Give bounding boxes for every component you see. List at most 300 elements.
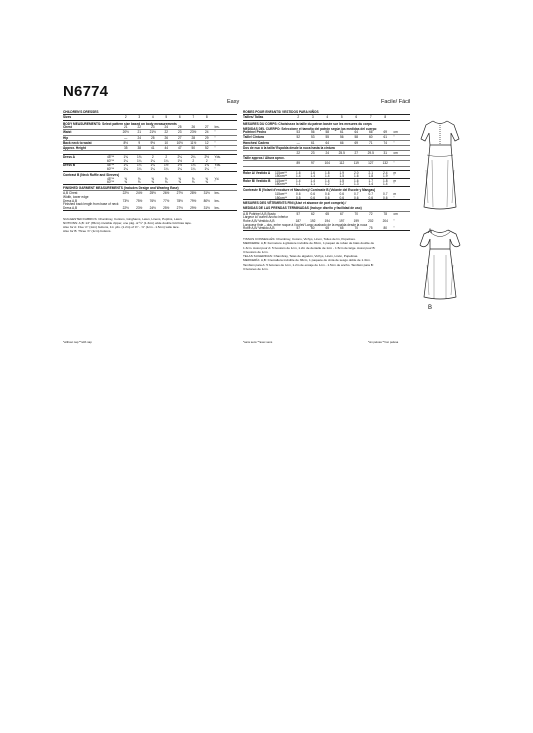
table-cell: 60 (368, 135, 373, 140)
table-cell: 192 (310, 218, 316, 223)
table-cell: ⅝ (205, 180, 209, 185)
row-unit: " (214, 146, 216, 151)
table-cell: 0.6 (310, 191, 315, 196)
chart-title: ROBES POUR ENFANTS/ VESTIDOS PARA NIÑOS (243, 110, 319, 114)
row-label: Dress A,B (63, 198, 78, 203)
table-cell: 26 (191, 125, 196, 130)
table-cell: 2¼ (191, 155, 196, 160)
table-cell: 1.4 (325, 178, 330, 183)
table-cell: 1¾ (204, 163, 209, 168)
table-cell: 1.6 (354, 174, 359, 179)
finished-heading-2: MEDIDAS DE LAS PRENDAS TERMINADAS (Incluye diseño y facilidad de uso) (243, 206, 362, 211)
table-cell: 72 (368, 211, 373, 216)
table-cell: 6 (355, 115, 358, 120)
table-cell: 24 (164, 125, 169, 130)
table-cell: 1¼ (123, 167, 128, 172)
table-cell: 9 (138, 140, 141, 145)
table-cell: 22½ (122, 191, 129, 196)
table-cell: 64 (325, 140, 330, 145)
table-row (63, 131, 237, 135)
table-cell: 1¼ (164, 158, 169, 163)
note-line: Also for B: Three ⅝" (1cm) buttons. (63, 229, 112, 234)
chart-title: CHILDREN'S DRESSES (63, 110, 99, 114)
table-row (243, 136, 410, 140)
table-cell: 25½ (163, 205, 170, 210)
table-cell: 58 (354, 135, 359, 140)
table-cell: 2.1 (368, 170, 373, 175)
table-row (63, 115, 237, 120)
row-mark: 60"** (107, 180, 115, 185)
row-unit: " (393, 218, 395, 223)
table-cell: 24 (137, 135, 142, 140)
table-cell: 1.4 (325, 174, 330, 179)
table-cell: 56 (339, 135, 344, 140)
table-cell: 11½ (190, 140, 197, 145)
table-cell: 0.6 (354, 195, 359, 200)
table-cell: ⅝ (191, 180, 195, 185)
row-label: Longueur finie – dos, entre noque à l'ourlet/ Largo acabado de la espalda desde la nuca (243, 222, 368, 227)
row-unit: " (214, 167, 216, 172)
table-cell: 2 (297, 115, 300, 120)
table-cell: 0.6 (325, 191, 330, 196)
table-cell: 23 (310, 151, 315, 156)
table-cell: 1½ (177, 158, 182, 163)
table-cell: 1¼ (150, 158, 155, 163)
row-unit: " (393, 140, 395, 145)
table-cell: 24½ (149, 205, 156, 210)
table-cell: 65 (325, 226, 330, 231)
table-row (243, 115, 410, 120)
row-unit: Ins. (214, 191, 220, 196)
table-cell: 2.0 (354, 170, 359, 175)
row-mark: 45"** (107, 155, 115, 160)
row-label: Finished back length from base of neck (63, 202, 119, 207)
row-label: A,B Chest (63, 191, 78, 196)
table-row (243, 141, 410, 145)
table-cell: 3 (138, 115, 141, 120)
table-cell: 22 (164, 130, 169, 135)
table-cell: 4 (151, 115, 154, 120)
table-cell: 55 (325, 135, 330, 140)
table-cell: 0.7 (368, 191, 373, 196)
table-cell: 75 (368, 226, 373, 231)
rule (243, 120, 410, 121)
table-cell: 77½ (163, 198, 170, 203)
row-label: Taille approx./ Altura aprox. (243, 156, 285, 161)
table-cell: 12 (204, 140, 209, 145)
table-cell: 27 (354, 151, 359, 156)
table-cell: 66 (339, 140, 344, 145)
pattern-code: N6774 (63, 83, 109, 100)
table-cell: 0.6 (339, 195, 344, 200)
table-cell: 8½ (123, 140, 128, 145)
table-cell: 2 (192, 158, 195, 163)
row-label: Dress A,B (63, 205, 78, 210)
table-cell: 204 (382, 218, 388, 223)
table-cell: 27 (204, 125, 209, 130)
table-cell: 7 (369, 115, 372, 120)
table-cell: 1.3 (354, 182, 359, 187)
table-cell: 80½ (203, 198, 210, 203)
notes-block (63, 217, 237, 234)
table-cell: 35 (123, 146, 128, 151)
view-a-label: A (428, 229, 433, 235)
table-cell: 53 (310, 135, 315, 140)
table-row (63, 206, 237, 210)
difficulty-en: Easy (227, 99, 240, 105)
table-cell: 0.5 (296, 195, 301, 200)
table-cell: 119 (353, 161, 359, 166)
footnote-en: *without nap **with nap (63, 340, 92, 344)
row-label: Robe A,B/ Vestido A,B (243, 226, 275, 231)
table-cell: 44 (164, 146, 169, 151)
table-cell: ⅝ (164, 180, 168, 185)
row-unit: m (393, 170, 397, 175)
table-cell: 52 (204, 146, 209, 151)
table-cell: 1.5 (339, 178, 344, 183)
table-cell: 74 (383, 140, 388, 145)
table-cell: 25 (150, 135, 155, 140)
table-cell: 1.1 (296, 182, 301, 187)
table-row (63, 146, 237, 150)
table-cell: 23½ (136, 205, 143, 210)
row-unit: Ins. (214, 205, 220, 210)
table-cell: 194 (324, 218, 330, 223)
table-cell: 64 (354, 130, 359, 135)
table-cell: 199 (353, 218, 359, 223)
row-unit: Ins. (214, 125, 220, 130)
table-cell: 52 (296, 135, 301, 140)
table-cell: 41 (150, 146, 155, 151)
contrast-heading: Contrast B (Neck Ruffle and Sleeves) (63, 172, 120, 177)
table-cell: 31 (383, 151, 388, 156)
row-mark: 60"** (107, 167, 115, 172)
table-cell: 1¼ (191, 167, 196, 172)
table-cell: 197 (339, 218, 345, 223)
footnote-fr: *sans sens **avec sens (243, 340, 273, 344)
table-cell: 0.6 (368, 195, 373, 200)
table-cell: 62 (310, 211, 315, 216)
table-cell: 3 (311, 115, 314, 120)
french-spanish-measurement-chart (243, 109, 410, 271)
row-unit: " (393, 226, 395, 231)
row-unit: " (393, 182, 395, 187)
row-mark: 60"** (107, 158, 115, 163)
table-cell: 1.4 (296, 174, 301, 179)
table-cell: 2 (165, 155, 168, 160)
table-cell: 202 (368, 218, 374, 223)
table-cell: 1¼ (137, 163, 142, 168)
row-unit: Yds. (214, 163, 221, 168)
table-cell: 66 (368, 130, 373, 135)
table-cell: ⅝ (124, 180, 128, 185)
finished-heading-1: MESURES DES VÊTEMENTS FINI (Aisé et aisance de port compris) / (243, 201, 347, 206)
row-unit: " (214, 158, 216, 163)
row-unit: m (393, 178, 397, 183)
row-label: Sizes (63, 115, 72, 120)
table-cell: 1.6 (296, 170, 301, 175)
table-cell: 0.6 (310, 195, 315, 200)
row-mark: 115cm** (275, 178, 287, 183)
table-cell: 78½ (176, 198, 183, 203)
table-cell: 1.6 (354, 178, 359, 183)
table-cell: 25 (177, 125, 182, 130)
row-label: Hip (63, 135, 69, 140)
row-mark: 115cm** (275, 191, 287, 196)
table-cell: 10 (164, 140, 169, 145)
notes-block (243, 237, 410, 271)
table-cell: 26½ (163, 191, 170, 196)
row-label: Dress A (63, 155, 75, 160)
table-cell: 4 (326, 115, 329, 120)
row-label: Largeur à l'ourlet/ Ancho inferior (243, 215, 289, 220)
table-cell: 31½ (203, 191, 210, 196)
table-cell: 21 (137, 130, 142, 135)
row-label: Taille/ Cintura (243, 135, 264, 140)
table-cell: 27½ (176, 205, 183, 210)
table-cell: 2½ (204, 155, 209, 160)
table-cell: 1½ (177, 163, 182, 168)
table-cell: 1¼ (123, 163, 128, 168)
table-cell: 24½ (136, 191, 143, 196)
table-row (63, 136, 237, 140)
table-cell: 1.8 (368, 174, 373, 179)
table-cell: — (124, 135, 128, 140)
table-cell: 2¼ (177, 155, 182, 160)
table-cell: 47 (177, 146, 182, 151)
table-row (63, 126, 237, 130)
table-cell: 23½ (190, 130, 197, 135)
note-line: TELAS SUGERIDAS: Chambray, Telas de algodón, Vichys, Linón, Linón, Popelinas. (243, 254, 359, 259)
row-unit: cm (393, 130, 398, 135)
row-mark: 150cm** (275, 182, 288, 187)
table-cell: 10½ (176, 140, 183, 145)
table-cell: 0.6 (339, 191, 344, 196)
row-label: Robe B/ Vestido B (243, 178, 271, 183)
row-unit: " (214, 180, 216, 185)
note-line: 3 botones de 1cm. (243, 267, 269, 272)
table-cell: 1.7 (368, 178, 373, 183)
note-line: Also for A: Five ⅝" (1cm) buttons, 1¾ yds. (1.2m) of ⅜" - ⅝" (1cm - 1.5cm) wide lace. (63, 225, 180, 230)
table-cell: 57 (296, 211, 301, 216)
table-cell: 29 (204, 135, 209, 140)
table-cell: 58 (325, 130, 330, 135)
row-label: Chest (63, 125, 72, 130)
table-cell: 2 (151, 155, 154, 160)
table-cell: 1¾ (137, 155, 142, 160)
row-mark: 150cm** (275, 195, 288, 200)
table-cell: 22 (296, 151, 301, 156)
table-cell: 79½ (190, 198, 197, 203)
row-unit: " (214, 140, 216, 145)
table-cell: 73½ (122, 198, 129, 203)
row-label: Width, lower edge (63, 194, 89, 199)
table-cell: 0.6 (296, 191, 301, 196)
table-cell: 0.7 (383, 191, 388, 196)
table-cell: 187 (295, 218, 301, 223)
table-row (63, 141, 237, 145)
table-cell: 27½ (176, 191, 183, 196)
table-cell: 1¼ (204, 167, 209, 172)
row-label: Waist (63, 130, 72, 135)
table-cell: 61 (383, 135, 388, 140)
table-cell: ⅝ (178, 180, 182, 185)
table-cell: 61 (339, 130, 344, 135)
note-line: 1.3cm. Aussi pour A: 5 boutons de 1cm, 1.2m de dentelle de 1cm - 1.5cm de large. Aussi pour B: (243, 245, 376, 250)
table-cell: 22½ (122, 205, 129, 210)
table-cell: 20½ (122, 130, 129, 135)
table-cell: 57 (296, 226, 301, 231)
table-cell: ⅝ (124, 176, 128, 181)
table-cell: 67 (339, 211, 344, 216)
table-cell: 28 (191, 135, 196, 140)
table-cell: 78 (383, 211, 388, 216)
rule (63, 120, 237, 121)
table-cell: 23 (177, 130, 182, 135)
table-cell: 1½ (164, 163, 169, 168)
english-measurement-chart (63, 109, 237, 234)
note-line: MERCERÍA: A,B: Cremallera invisible de 36cm, 1 paquete de cinta de sesgo doble de 1.3cm. (243, 258, 371, 263)
row-unit: cm (393, 151, 398, 156)
table-cell: 5 (340, 115, 343, 120)
table-cell: 8 (384, 115, 387, 120)
view-a-drawing (418, 115, 462, 225)
table-cell: 29.5 (367, 151, 374, 156)
table-cell: ⅝ (205, 176, 209, 181)
row-label: Robe A/ Vestido A (243, 170, 271, 175)
row-unit: Yd. (214, 176, 220, 181)
table-cell: 24 (204, 130, 209, 135)
note-line: TISSUS CONSEILLÉS: Chambray, Cotons, Vichys, Linon, Toiles de lin, Popelines. (243, 236, 356, 241)
table-cell: 53 (296, 130, 301, 135)
table-cell: 112 (339, 161, 345, 166)
row-label: Approx. Height (63, 146, 86, 151)
table-cell: 1¼ (123, 158, 128, 163)
table-row (243, 226, 410, 230)
table-cell: 69 (354, 140, 359, 145)
table-cell: 56 (310, 130, 315, 135)
table-cell: 1.2 (325, 182, 330, 187)
note-line: También para A: 5 botones de 1cm, 1.2m de encaje de 1cm - 1.5cm de ancho. También para B: (243, 262, 374, 267)
table-cell: 31½ (203, 205, 210, 210)
table-cell: 80 (383, 226, 388, 231)
finished-heading: FINISHED GARMENT MEASUREMENTS (Includes Design and Wearing Ease) (63, 186, 179, 190)
table-cell: ⅝ (151, 180, 155, 185)
table-cell: 70 (354, 211, 359, 216)
table-cell: 6 (178, 115, 181, 120)
difficulty-fr: Facile/ Fácil (381, 99, 411, 105)
table-cell: 1.6 (310, 170, 315, 175)
table-cell: 23 (150, 125, 155, 130)
row-label: Dos de nuc à la taille/ Espalda desde la nuca hasta la cintura (243, 145, 335, 150)
row-unit: Ins. (214, 198, 220, 203)
row-mark: 115cm** (275, 170, 287, 175)
table-cell: 5 (165, 115, 168, 120)
row-unit: " (393, 195, 395, 200)
footnote-es: *sin pelusa **con pelusa (368, 340, 399, 344)
row-unit: m (393, 191, 397, 196)
table-cell: 2 (205, 158, 208, 163)
table-cell: 127 (368, 161, 374, 166)
table-cell: 0.6 (325, 195, 330, 200)
table-cell: 1¼ (177, 167, 182, 172)
table-cell: 26 (164, 135, 169, 140)
table-cell: — (296, 140, 300, 145)
table-cell: 1¼ (137, 158, 142, 163)
table-cell: 27 (177, 135, 182, 140)
table-cell: 1¾ (123, 155, 128, 160)
note-line: NOTIONS: A,B: 14" (35cm) invisible zipper, one pkg. of ½" (1.3cm) wide double fold bias tape. (63, 220, 192, 225)
table-cell: 1.2 (339, 182, 344, 187)
note-line: SUGGESTED FABRICS: Chambray, Cottons, Ginghams, Lawn, Linens, Poplins, Lawn. (63, 216, 183, 221)
table-cell: 50 (191, 146, 196, 151)
table-cell: ⅝ (191, 176, 195, 181)
table-cell: 9½ (150, 140, 155, 145)
table-cell: 29½ (190, 205, 197, 210)
row-unit: " (393, 161, 395, 166)
row-unit: " (393, 135, 395, 140)
table-cell: 89 (296, 161, 301, 166)
table-cell: ⅝ (137, 180, 141, 185)
table-cell: 1¼ (137, 167, 142, 172)
body-heading: BODY MEASUREMENTS: Select pattern size based on body measurements (63, 121, 177, 126)
table-cell: 132 (382, 161, 388, 166)
table-cell: 0.7 (354, 191, 359, 196)
table-cell: 7 (192, 115, 195, 120)
table-cell: ⅝ (178, 176, 182, 181)
row-unit: cm (393, 211, 398, 216)
table-cell: 1.8 (325, 170, 330, 175)
table-cell: 21½ (149, 130, 156, 135)
table-cell: 1.1 (310, 182, 315, 187)
table-cell: ⅝ (151, 176, 155, 181)
row-label: Back neck to waist (63, 140, 92, 145)
table-cell: 75½ (136, 198, 143, 203)
table-cell: 1.4 (310, 174, 315, 179)
table-cell: ⅝ (137, 176, 141, 181)
row-mark: 45"** (107, 163, 115, 168)
table-cell: 1.5 (339, 174, 344, 179)
row-unit: " (214, 130, 216, 135)
table-cell: 65 (325, 211, 330, 216)
table-cell: 2 (124, 115, 127, 120)
table-cell: 22 (137, 125, 142, 130)
table-cell: 1¼ (164, 167, 169, 172)
table-cell: 1.4 (383, 182, 388, 187)
table-cell: 71 (368, 140, 373, 145)
row-label: Dress B (63, 163, 76, 168)
table-cell: 1.8 (383, 178, 388, 183)
row-mark: 45"** (107, 176, 115, 181)
technical-drawings (418, 115, 462, 305)
row-unit: Yds. (214, 155, 221, 160)
table-cell: 70 (354, 226, 359, 231)
table-cell: 69 (383, 130, 388, 135)
table-cell: 61 (310, 140, 315, 145)
table-cell: 2.4 (383, 170, 388, 175)
note-line: 3 boutons de 1cm. (243, 249, 269, 254)
view-b-drawing (418, 225, 462, 305)
table-cell: 60 (310, 226, 315, 231)
note-line: MERCERIE: A,B: Fermeture à glissière invisible de 36cm, 1 paquet de ruban de biais double de (243, 241, 375, 246)
table-cell: 104 (324, 161, 330, 166)
table-cell: 1¼ (150, 167, 155, 172)
body-heading-1: MESURES DU CORPS: Choisissez la taille du patron basée sur les mesures du corps (243, 121, 372, 126)
table-cell: 0.6 (383, 195, 388, 200)
row-mark: 150cm** (275, 174, 288, 179)
table-cell: 76½ (149, 198, 156, 203)
table-cell: 1.4 (368, 182, 373, 187)
